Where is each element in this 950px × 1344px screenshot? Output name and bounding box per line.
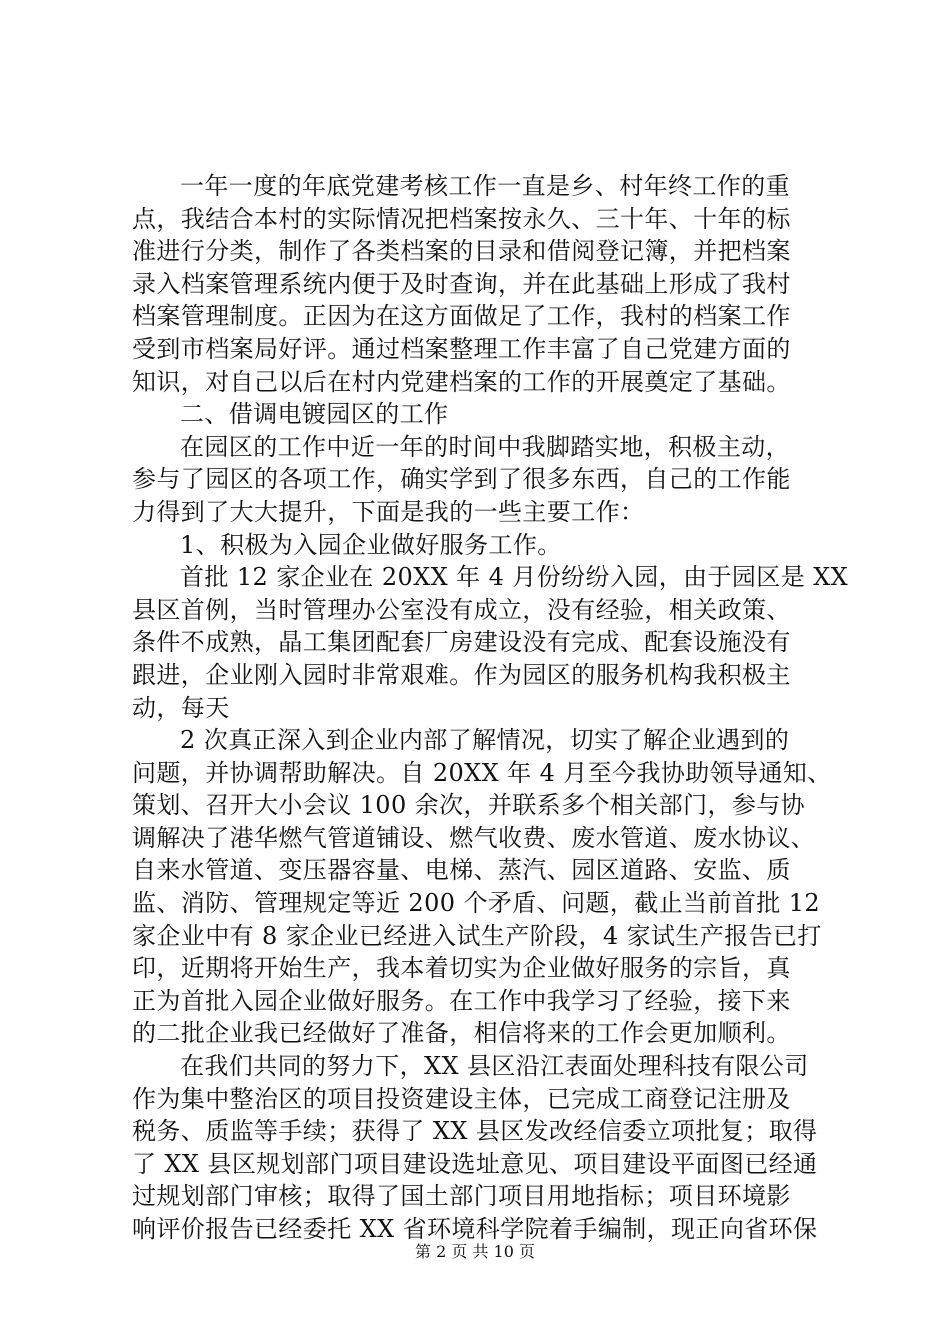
- text-line: 录入档案管理系统内便于及时查询，并在此基础上形成了我村: [132, 269, 791, 298]
- text-line: 二、借调电镀园区的工作: [180, 400, 449, 429]
- text-line: 自来水管道、变压器容量、电梯、蒸汽、园区道路、安监、质: [132, 856, 791, 885]
- text-line: 一年一度的年底党建考核工作一直是乡、村年终工作的重: [180, 172, 790, 200]
- text-line: 受到市档案局好评。通过档案整理工作丰富了自己党建方面的: [132, 334, 791, 363]
- text-line: 家企业中有 8 家企业已经进入试生产阶段，4 家试生产报告已打: [132, 921, 822, 950]
- text-line: 点，我结合本村的实际情况把档案按永久、三十年、十年的标: [132, 204, 791, 233]
- text-line: 2 次真正深入到企业内部了解情况，切实了解企业遇到的: [180, 726, 790, 755]
- text-line: 准进行分类，制作了各类档案的目录和借阅登记簿，并把档案: [132, 237, 791, 266]
- text-line: 过规划部门审核；取得了国土部门项目用地指标；项目环境影: [132, 1182, 791, 1211]
- text-line: 知识，对自己以后在村内党建档案的工作的开展奠定了基础。: [132, 367, 791, 396]
- page-footer: 第 2 页 共 10 页: [415, 1242, 535, 1261]
- text-line: 响评价报告已经委托 XX 省环境科学院着手编制，现正向省环保: [132, 1215, 818, 1243]
- text-line: 印，近期将开始生产，我本着切实为企业做好服务的宗旨，真: [132, 954, 791, 983]
- text-line: 的二批企业我已经做好了准备，相信将来的工作会更加顺利。: [132, 1019, 791, 1048]
- document-body: [132, 170, 849, 1246]
- text-line: 监、消防、管理规定等近 200 个矛盾、问题，截止当前首批 12: [132, 889, 821, 918]
- text-line: 条件不成熟，晶工集团配套厂房建设没有完成、配套设施没有: [132, 628, 791, 657]
- text-line: 动，每天: [132, 693, 230, 722]
- text-line: 了 XX 县区规划部门项目建设选址意见、项目建设平面图已经通: [132, 1149, 818, 1178]
- text-line: 作为集中整治区的项目投资建设主体，已完成工商登记注册及: [132, 1084, 791, 1113]
- text-line: 参与了园区的各项工作，确实学到了很多东西，自己的工作能: [132, 465, 791, 494]
- text-line: 问题，并协调帮助解决。自 20XX 年 4 月至今我协助领导通知、: [132, 758, 832, 787]
- text-line: 1、积极为入园企业做好服务工作。: [180, 530, 562, 559]
- text-line: 正为首批入园企业做好服务。在工作中我学习了经验，接下来: [132, 986, 791, 1015]
- text-line: 策划、召开大小会议 100 余次，并联系多个相关部门，参与协: [132, 791, 806, 820]
- text-line: 档案管理制度。正因为在这方面做足了工作，我村的档案工作: [132, 302, 791, 331]
- text-line: 跟进，企业刚入园时非常艰难。作为园区的服务机构我积极主: [132, 660, 791, 689]
- text-line: 首批 12 家企业在 20XX 年 4 月份纷纷入园，由于园区是 XX: [180, 563, 849, 592]
- text-line: 在园区的工作中近一年的时间中我脚踏实地，积极主动，: [180, 432, 790, 461]
- text-line: 在我们共同的努力下，XX 县区沿江表面处理科技有限公司: [180, 1052, 809, 1081]
- text-line: 县区首例，当时管理办公室没有成立，没有经验，相关政策、: [132, 595, 791, 624]
- text-line: 税务、质监等手续；获得了 XX 县区发改经信委立项批复；取得: [132, 1117, 818, 1146]
- text-line: 力得到了大大提升，下面是我的一些主要工作：: [132, 497, 645, 526]
- text-line: 调解决了港华燃气管道铺设、燃气收费、废水管道、废水协议、: [132, 823, 816, 852]
